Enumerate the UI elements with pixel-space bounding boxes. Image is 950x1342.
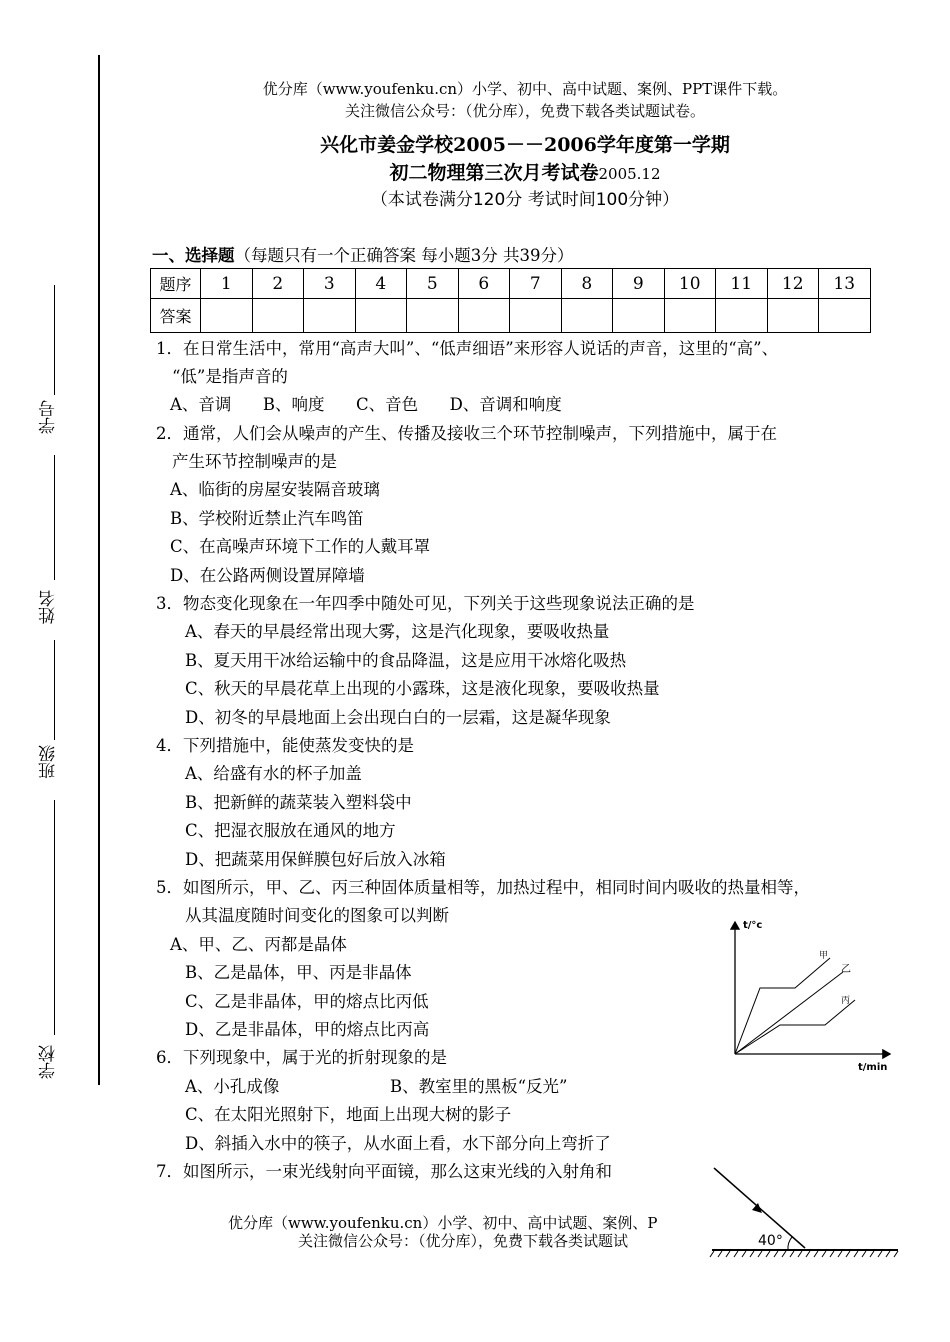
answer-cell[interactable]	[613, 299, 665, 333]
y-axis-label: t/°c	[743, 920, 763, 931]
answer-table-answer-row	[151, 299, 871, 333]
q6-option-c: C、在太阳光照射下，地面上出现大树的影子	[185, 1105, 512, 1124]
answer-cell[interactable]	[716, 299, 768, 333]
question-number: 6	[458, 269, 510, 299]
q7-stem: 7．如图所示，一束光线射向平面镜，那么这束光线的入射角和	[156, 1162, 612, 1181]
section-1-instruction: （每题只有一个正确答案 每小题3分 共39分）	[234, 246, 574, 265]
mirror-figure	[700, 1160, 900, 1260]
curve-yi	[735, 972, 843, 1054]
q2-stem: 2．通常，人们会从噪声的产生、传播及接收三个环节控制噪声，下列措施中，属于在	[156, 424, 777, 443]
question-number: 5	[407, 269, 459, 299]
q4-option-b: B、把新鲜的蔬菜装入塑料袋中	[185, 793, 412, 812]
q2-option-c: C、在高噪声环境下工作的人戴耳罩	[170, 537, 431, 556]
footer-line-1: 优分库（www.youfenku.cn）小学、初中、高中试题、案例、P	[228, 1214, 658, 1232]
answer-table	[150, 268, 871, 333]
section-1-title: 一、选择题	[152, 246, 235, 265]
q3-option-b: B、夏天用干冰给运输中的食品降温，这是应用干冰熔化吸热	[185, 651, 627, 670]
question-number: 12	[767, 269, 819, 299]
q2-option-b: B、学校附近禁止汽车鸣笛	[170, 509, 364, 528]
temperature-time-graph	[715, 910, 900, 1075]
school-label: 学校	[39, 1045, 59, 1079]
q4-option-c: C、把湿衣服放在通风的地方	[185, 821, 396, 840]
mirror-figure-bg	[700, 1160, 900, 1260]
answer-cell[interactable]	[664, 299, 716, 333]
answer-cell[interactable]	[355, 299, 407, 333]
header-line-1: 优分库（www.youfenku.cn）小学、初中、高中试题、案例、PPT课件下载。	[262, 80, 788, 98]
q3-option-d: D、初冬的早晨地面上会出现白白的一层霜，这是凝华现象	[185, 708, 611, 727]
question-number: 7	[510, 269, 562, 299]
q6-option-d: D、斜插入水中的筷子，从水面上看，水下部分向上弯折了	[185, 1134, 611, 1153]
footer-line-2: 关注微信公众号：（优分库），免费下载各类试题试	[298, 1232, 629, 1250]
header-line-2: 关注微信公众号：（优分库），免费下载各类试题试卷。	[344, 102, 705, 120]
exam-title-row	[100, 158, 950, 185]
q2-option-a: A、临街的房屋安装隔音玻璃	[170, 480, 380, 499]
q6-option-b: B、教室里的黑板“反光”	[390, 1077, 568, 1096]
q3-option-c: C、秋天的早晨花草上出现的小露珠，这是液化现象，要吸收热量	[185, 679, 660, 698]
q1-stem-cont: “低”是指声音的	[172, 367, 288, 386]
name-blank-2	[54, 640, 55, 740]
class-label: 班级	[39, 745, 59, 779]
exam-title: 初二物理第三次月考试卷	[389, 162, 599, 184]
answer-cell[interactable]	[510, 299, 562, 333]
question-number: 11	[716, 269, 768, 299]
q3-option-a: A、春天的早晨经常出现大雾，这是汽化现象，要吸收热量	[185, 622, 610, 641]
answer-cell[interactable]	[561, 299, 613, 333]
q5-option-c: C、乙是非晶体，甲的熔点比丙低	[185, 992, 429, 1011]
x-axis-label: t/min	[858, 1062, 888, 1073]
angle-label: 40°	[758, 1233, 783, 1249]
label-jia: 甲	[819, 951, 829, 961]
q5-option-d: D、乙是非晶体，甲的熔点比丙高	[185, 1020, 430, 1039]
curve-jia	[735, 958, 830, 1054]
answer-cell[interactable]	[767, 299, 819, 333]
question-number: 8	[561, 269, 613, 299]
question-number: 10	[664, 269, 716, 299]
q2-stem-cont: 产生环节控制噪声的是	[172, 452, 337, 471]
answer-cell[interactable]	[304, 299, 356, 333]
q5-option-a: A、甲、乙、丙都是晶体	[170, 935, 347, 954]
name-blank	[54, 455, 55, 580]
q2-option-d: D、在公路两侧设置屏障墙	[170, 566, 365, 585]
question-number: 1	[201, 269, 253, 299]
q4-stem: 4．下列措施中，能使蒸发变快的是	[156, 736, 414, 755]
exam-meta: （本试卷满分120分 考试时间100分钟）	[370, 190, 680, 210]
q1-options: A、音调 B、响度 C、音色 D、音调和响度	[170, 395, 562, 414]
q3-stem: 3．物态变化现象在一年四季中随处可见，下列关于这些现象说法正确的是	[156, 594, 695, 613]
q6-stem: 6．下列现象中，属于光的折射现象的是	[156, 1048, 447, 1067]
row-label-answer: 答案	[151, 299, 201, 333]
answer-cell[interactable]	[407, 299, 459, 333]
section-1-heading	[152, 242, 573, 266]
name-label: 姓名	[39, 590, 59, 624]
row-label-number: 题序	[151, 269, 201, 299]
question-number: 3	[304, 269, 356, 299]
label-bing: 丙	[841, 996, 851, 1006]
q4-option-d: D、把蔬菜用保鲜膜包好后放入冰箱	[185, 850, 446, 869]
class-blank	[54, 800, 55, 1035]
answer-cell[interactable]	[819, 299, 871, 333]
q4-option-a: A、给盛有水的杯子加盖	[185, 764, 362, 783]
q5-stem: 5．如图所示，甲、乙、丙三种固体质量相等，加热过程中，相同时间内吸收的热量相等，	[156, 878, 810, 897]
q6-option-a: A、小孔成像	[185, 1077, 280, 1096]
answer-table-number-row	[151, 269, 871, 299]
exam-school-title: 兴化市姜金学校2005－－2006学年度第一学期	[320, 134, 730, 156]
answer-cell[interactable]	[252, 299, 304, 333]
label-yi: 乙	[841, 964, 851, 975]
exam-date: 2005.12	[598, 165, 661, 183]
q5-stem-cont: 从其温度随时间变化的图象可以判断	[185, 906, 449, 925]
answer-cell[interactable]	[458, 299, 510, 333]
student-no-label: 学号	[39, 400, 59, 434]
question-number: 9	[613, 269, 665, 299]
q5-option-b: B、乙是晶体，甲、丙是非晶体	[185, 963, 412, 982]
question-number: 13	[819, 269, 871, 299]
answer-cell[interactable]	[201, 299, 253, 333]
question-number: 2	[252, 269, 304, 299]
question-number: 4	[355, 269, 407, 299]
student-no-blank	[54, 285, 55, 395]
q1-stem: 1．在日常生活中，常用“高声大叫”、“低声细语”来形容人说话的声音，这里的“高”、	[156, 339, 779, 358]
